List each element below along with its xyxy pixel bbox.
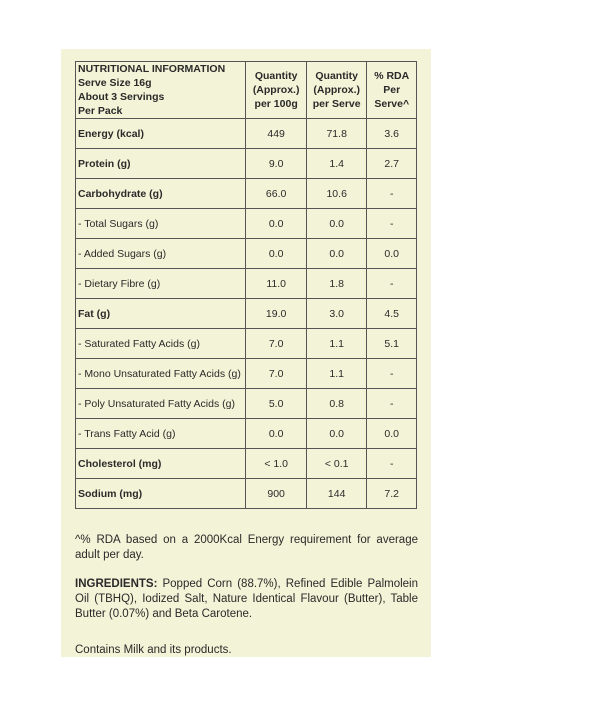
- table-row: [76, 239, 417, 269]
- nutrient-name: - Added Sugars (g): [76, 239, 246, 269]
- rda-value: -: [367, 389, 417, 419]
- perserve-value: 1.1: [306, 359, 367, 389]
- nutrition-label: [61, 49, 431, 657]
- rda-value: 0.0: [367, 239, 417, 269]
- per100-value: 449: [246, 119, 307, 149]
- table-row: [76, 269, 417, 299]
- perserve-value: 3.0: [306, 299, 367, 329]
- col-header-text: Quantity: [315, 70, 358, 82]
- rda-value: -: [367, 359, 417, 389]
- per100-value: 11.0: [246, 269, 307, 299]
- per100-value: 900: [246, 479, 307, 509]
- col-header-text: (Approx.): [313, 84, 361, 96]
- ingredients-label: INGREDIENTS:: [75, 578, 158, 590]
- per100-value: 7.0: [246, 359, 307, 389]
- perserve-value: 1.8: [306, 269, 367, 299]
- header-row: [76, 62, 417, 119]
- perserve-value: 0.0: [306, 209, 367, 239]
- nutrition-title: NUTRITIONAL INFORMATION: [78, 63, 226, 75]
- ingredients-text: Popped Corn (88.7%), Refined Edible Palmolein Oil (TBHQ), Iodized Salt, Nature Identical Flavour (Butter), Table Butter (0.07%) and Beta Carotene.: [75, 578, 418, 620]
- per100-value: 0.0: [246, 209, 307, 239]
- perserve-value: 0.0: [306, 419, 367, 449]
- table-row: [76, 359, 417, 389]
- nutrition-table: [75, 61, 417, 509]
- nutrient-name: Fat (g): [76, 299, 246, 329]
- perserve-value: 144: [306, 479, 367, 509]
- nutrient-name: - Trans Fatty Acid (g): [76, 419, 246, 449]
- nutrient-name: Carbohydrate (g): [76, 179, 246, 209]
- nutrient-name: Protein (g): [76, 149, 246, 179]
- rda-value: 4.5: [367, 299, 417, 329]
- per100-value: 5.0: [246, 389, 307, 419]
- per100-value: 7.0: [246, 329, 307, 359]
- nutrient-name: - Dietary Fibre (g): [76, 269, 246, 299]
- col-header-text: Quantity: [254, 70, 298, 82]
- table-row: [76, 149, 417, 179]
- table-row: [76, 449, 417, 479]
- perserve-value: 1.1: [306, 329, 367, 359]
- table-row: [76, 119, 417, 149]
- perserve-value: < 0.1: [306, 449, 367, 479]
- nutrient-name: Cholesterol (mg): [76, 449, 246, 479]
- col-header-text: % RDA: [374, 70, 410, 82]
- serve-size: Serve Size 16g: [78, 77, 152, 89]
- perserve-value: 1.4: [306, 149, 367, 179]
- table-row: [76, 329, 417, 359]
- per100-value: 0.0: [246, 419, 307, 449]
- rda-value: 7.2: [367, 479, 417, 509]
- table-row: [76, 299, 417, 329]
- table-row: [76, 479, 417, 509]
- per100-value: 66.0: [246, 179, 307, 209]
- allergen-statement: Contains Milk and its products.: [75, 644, 232, 656]
- rda-value: 5.1: [367, 329, 417, 359]
- rda-footnote: ^% RDA based on a 2000Kcal Energy requirement for average adult per day.: [75, 534, 418, 561]
- rda-value: -: [367, 209, 417, 239]
- per100-value: 0.0: [246, 239, 307, 269]
- servings-count: About 3 Servings: [78, 91, 165, 103]
- perserve-value: 10.6: [306, 179, 367, 209]
- col-header-text: per Serve: [312, 98, 361, 110]
- nutrient-name: - Poly Unsaturated Fatty Acids (g): [76, 389, 246, 419]
- perserve-value: 0.0: [306, 239, 367, 269]
- header-info-cell: [76, 62, 246, 119]
- rda-value: -: [367, 449, 417, 479]
- table-row: [76, 419, 417, 449]
- per-pack: Per Pack: [78, 105, 123, 117]
- nutrient-name: Energy (kcal): [76, 119, 246, 149]
- col-header-text: Serve^: [374, 98, 410, 110]
- rda-value: -: [367, 179, 417, 209]
- per100-value: 19.0: [246, 299, 307, 329]
- perserve-value: 71.8: [306, 119, 367, 149]
- table-row: [76, 179, 417, 209]
- ingredients-block: [75, 577, 418, 622]
- per100-value: 9.0: [246, 149, 307, 179]
- col-header-text: Per: [383, 84, 401, 96]
- per100-value: < 1.0: [246, 449, 307, 479]
- table-row: [76, 209, 417, 239]
- nutrient-name: Sodium (mg): [76, 479, 246, 509]
- header-rda-cell: [367, 62, 417, 119]
- rda-value: 3.6: [367, 119, 417, 149]
- header-perserve-cell: [306, 62, 367, 119]
- col-header-text: (Approx.): [252, 84, 300, 96]
- nutrient-name: - Mono Unsaturated Fatty Acids (g): [76, 359, 246, 389]
- table-row: [76, 389, 417, 419]
- nutrient-name: - Total Sugars (g): [76, 209, 246, 239]
- rda-value: 0.0: [367, 419, 417, 449]
- nutrient-name: - Saturated Fatty Acids (g): [76, 329, 246, 359]
- rda-value: 2.7: [367, 149, 417, 179]
- rda-value: -: [367, 269, 417, 299]
- header-per100-cell: [246, 62, 307, 119]
- col-header-text: per 100g: [254, 98, 298, 110]
- perserve-value: 0.8: [306, 389, 367, 419]
